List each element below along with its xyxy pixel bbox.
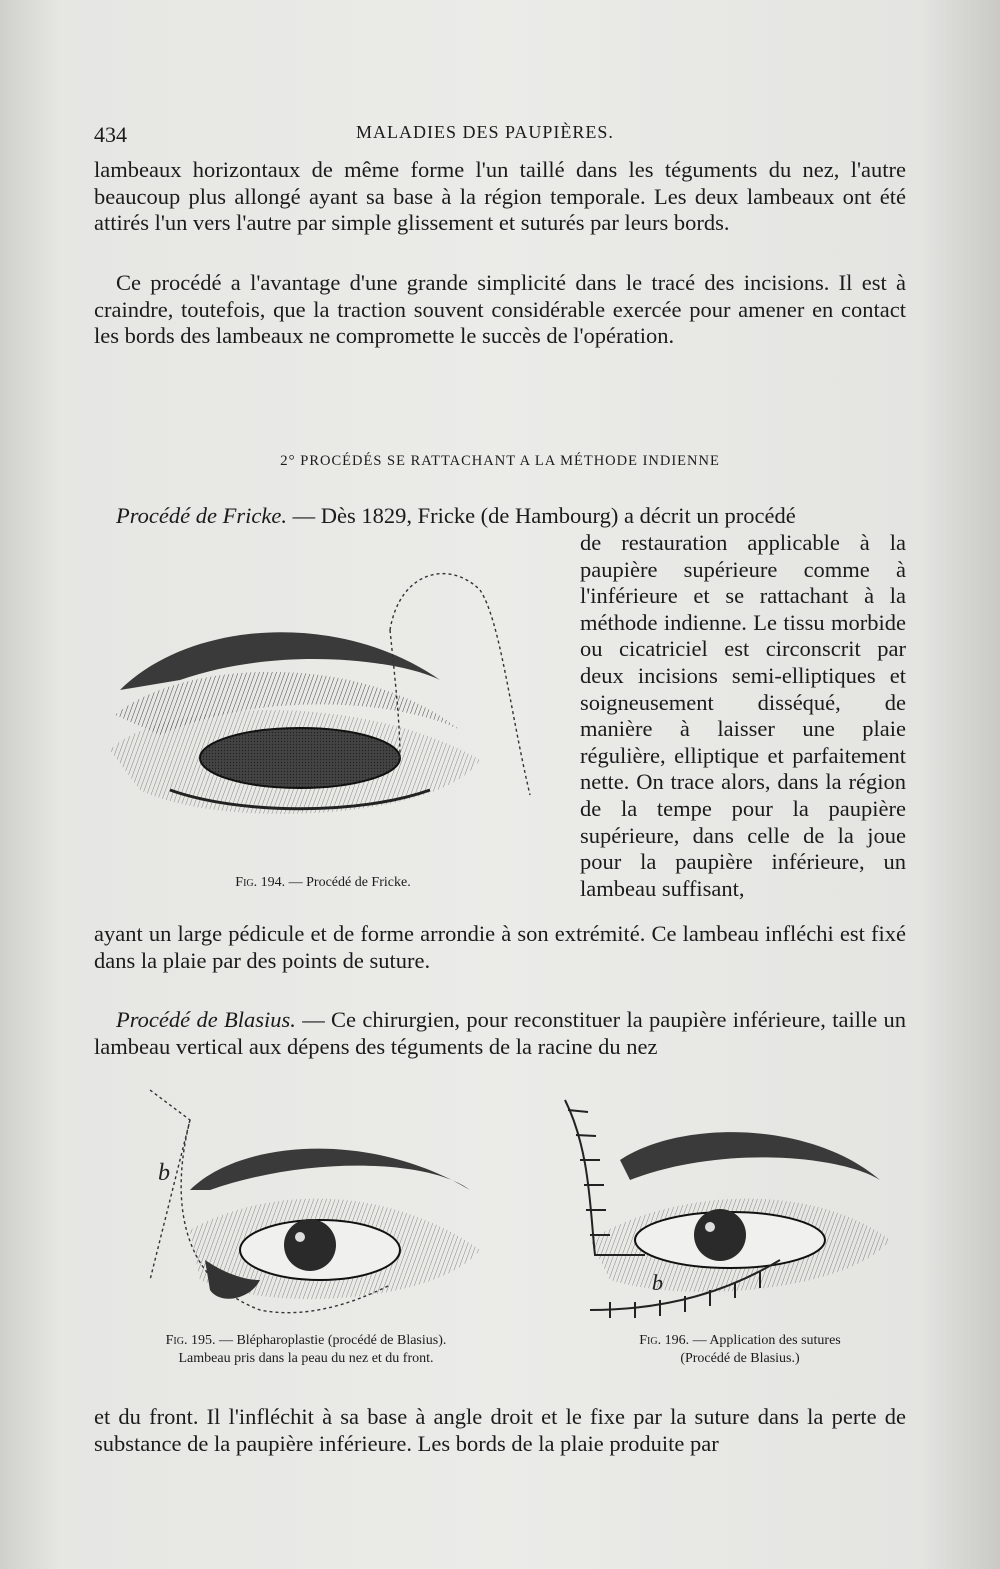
figure-196-line1: — Application des sutures — [689, 1333, 841, 1348]
paragraph-1: lambeaux horizontaux de même forme l'un taillé dans les téguments du nez, l'autre beaucoup plus allongé ayant sa base à la région temporale. Les deux lambeaux ont été attirés l'un vers l'autre par simple glissement et suturés par leurs bords. — [94, 157, 906, 236]
fricke-continuation: ayant un large pédicule et de forme arrondie à son extrémité. Ce lambeau infléchi est fixé dans la plaie par des points de suture. — [94, 921, 906, 973]
figure-196-label: Fig. 196. — [639, 1333, 690, 1348]
figure-195-line2: Lambeau pris dans la peau du nez et du front. — [178, 1351, 434, 1366]
figure-196-flap-letter: b — [652, 1270, 663, 1295]
figure-195-caption — [96, 1332, 516, 1368]
page-header — [94, 118, 914, 148]
section-heading — [0, 453, 1000, 470]
fricke-lead-text: — Dès 1829, Fricke (de Hambourg) a décrit un procédé — [286, 503, 796, 528]
blasius-paragraph — [94, 1007, 906, 1060]
figure-196-line2: (Procédé de Blasius.) — [680, 1351, 800, 1366]
blasius-procedure-name: Procédé de Blasius. — [116, 1007, 296, 1032]
figure-194-label: Fig. 194. — [235, 875, 286, 890]
figure-195-flap-letter: b — [158, 1160, 170, 1186]
section-number: 2° — [280, 453, 296, 469]
figure-195-line1: — Blépharoplastie (procédé de Blasius). — [215, 1333, 447, 1348]
figure-195-drawing — [110, 1080, 490, 1330]
section-title: PROCÉDÉS SE RATTACHANT A LA MÉTHODE INDIENNE — [300, 453, 720, 469]
figure-196-drawing — [550, 1090, 890, 1330]
figure-194-text: — Procédé de Fricke. — [285, 875, 411, 890]
figure-194-caption — [198, 874, 448, 892]
running-head: MALADIES DES PAUPIÈRES. — [356, 122, 614, 142]
figure-195-label: Fig. 195. — [165, 1333, 216, 1348]
fricke-first-line — [94, 503, 914, 530]
page-number: 434 — [94, 122, 127, 147]
blasius-lead-text: — Ce chirurgien, pour reconstituer la paupière inférieure, taille un lambeau vertical aux dépens des téguments de la racine du nez — [94, 1007, 907, 1059]
figure-196-caption — [580, 1332, 900, 1368]
closing-paragraph: et du front. Il l'infléchit à sa base à angle droit et le fixe par la suture dans la perte de substance de la paupière inférieure. Les bords de la plaie produite par — [94, 1404, 906, 1456]
fricke-side-text: de restauration applicable à la paupière supérieure comme à l'inférieure et se rattachant à la méthode indienne. Le tissu morbide ou cicatriciel est circonscrit par deux incisions semi-elliptiques et soigneusement disséqué, de manière à laisser une plaie régulière, elliptique et parfaitement nette. On trace alors, dans la région de la tempe pour la paupière supérieure, dans celle de la joue pour la paupière inférieure, un lambeau suffisant, — [580, 530, 906, 901]
fricke-procedure-name: Procédé de Fricke. — [116, 503, 287, 528]
figure-194-drawing — [100, 560, 540, 870]
paragraph-2: Ce procédé a l'avantage d'une grande simplicité dans le tracé des incisions. Il est à craindre, toutefois, que la traction souvent considérable exercée pour amener en contact les bords des lambeaux ne compromette le succès de l'opération. — [94, 270, 906, 349]
